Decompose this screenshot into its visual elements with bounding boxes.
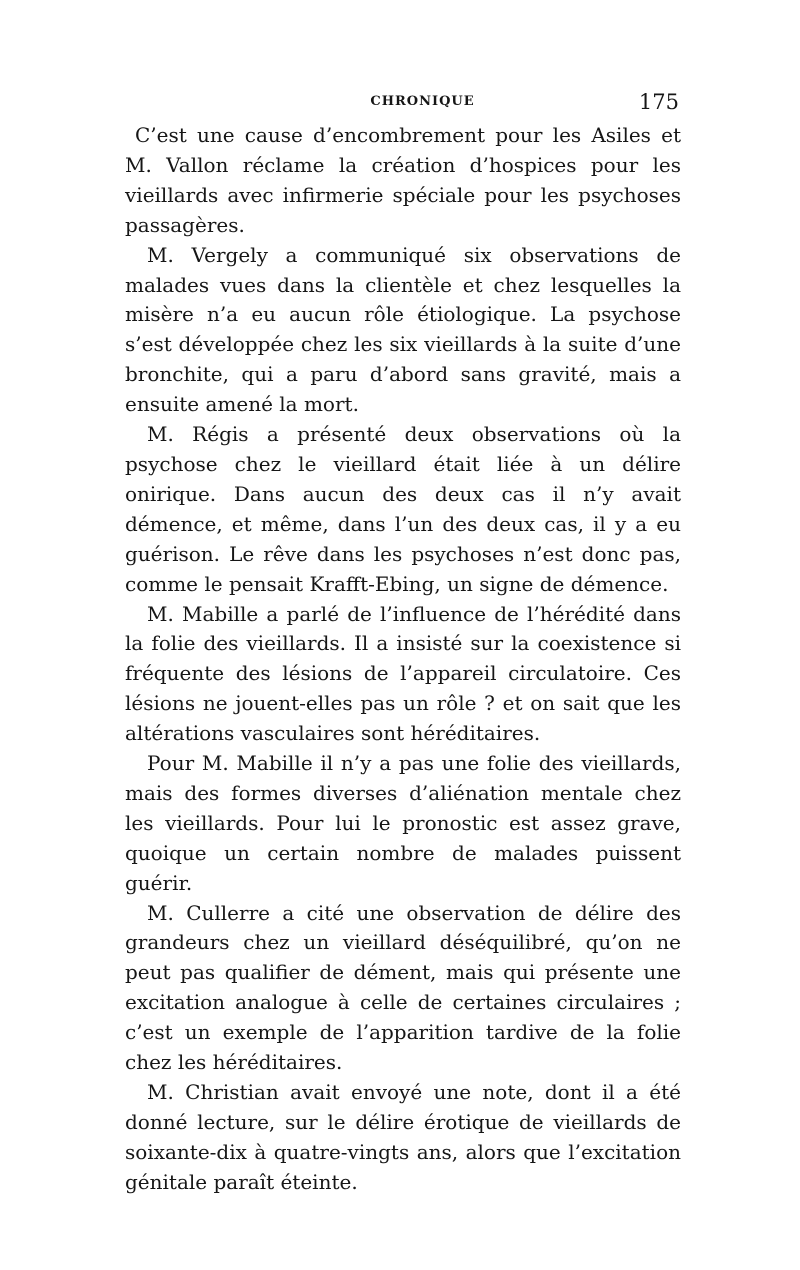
paragraph-christian: M. Christian avait envoyé une note, dont il a été donné lecture, sur le délire érotique de vieillards de soixante-dix à quatre-vingts ans, alors que l’excitation génitale paraît éteinte. xyxy=(125,1080,681,1194)
paragraph-mabille-pronostic: Pour M. Mabille il n’y a pas une folie des vieillards, mais des formes diverses d’aliénation mentale chez les vieillards. Pour lui le pronostic est assez grave, quoique un certain nombre de malades puissent guérir. xyxy=(125,751,681,895)
page-number: 175 xyxy=(638,90,679,114)
paragraph-vallon: C’est une cause d’encombrement pour les Asiles et M. Vallon réclame la création d’hospices pour les vieillards avec infirmerie spéciale pour les psychoses passagères. xyxy=(125,123,681,237)
paragraph-mabille-heredite: M. Mabille a parlé de l’influence de l’hérédité dans la folie des vieillards. Il a insisté sur la coexistence si fréquente des lésions de l’appareil circulatoire. Ces lésions ne jouent-elles pas un rôle ? et on sait que les altérations vasculaires sont héréditaires. xyxy=(125,601,681,746)
running-head xyxy=(126,90,679,114)
paragraph-vergely: M. Vergely a communiqué six observations de malades vues dans la clientèle et chez lesquelles la misère n’a eu aucun rôle étiologique. La psychose s’est développée chez les six vieillards à la suite d’une bronchite, qui a paru d’abord sans gravité, mais a ensuite amené la mort. xyxy=(125,242,681,417)
paragraph-cullerre: M. Cullerre a cité une observation de délire des grandeurs chez un vieillard déséquilibré, qu’on ne peut pas qualifier de dément, mais qui présente une excitation analogue à celle de certaines circulaires ; c’est un exemple de l’apparition tardive de la folie chez les héréditaires. xyxy=(125,900,681,1075)
running-title: CHRONIQUE xyxy=(370,94,475,109)
paragraph-regis: M. Régis a présenté deux observations où la psychose chez le vieillard était liée à un délire onirique. Dans aucun des deux cas il n’y avait démence, et même, dans l’un des deux cas, il y a eu guérison. Le rêve dans les psychoses n’est donc pas, comme le pensait Krafft-Ebing, un signe de démence. xyxy=(125,422,681,596)
body-text xyxy=(125,121,681,1198)
